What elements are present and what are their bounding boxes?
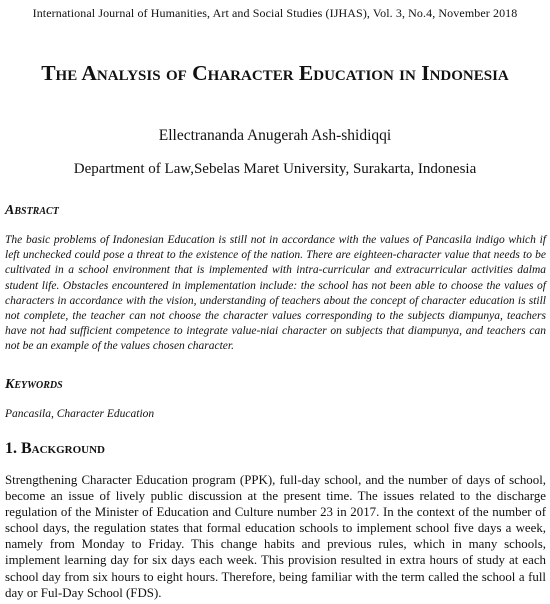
- abstract-text: The basic problems of Indonesian Education is still not in accordance with the values of Pancasila indigo which if left unchecked could pose a threat to the existence of the nation. There are eighteen-character value that needs to be cultivated in a school environment that is implemented with intra-curricular and extracurricular activities dalma student life. Obstacles encountered in implementation include: the school has not been able to choose the values of characters in accordance with the vision, understanding of teachers about the concept of character education is still not complete, the teacher can not choose the character values corresponding to the subjects diampunya, teachers have not had sufficient competence to integrate value-niai character on subjects that diampunya, and teachers can not be an example of the values chosen character.: [5, 234, 546, 353]
- abstract-heading: Abstract: [5, 203, 59, 218]
- author-affiliation: Department of Law,Sebelas Maret University, Surakarta, Indonesia: [73, 161, 477, 177]
- keywords-heading: Keywords: [5, 377, 63, 392]
- section-body-background: Strengthening Character Education program (PPK), full-day school, and the number of days of school, become an issue of lively public discussion at the present time. The issues related to the discharge regulation of the Minister of Education and Culture number 23 in 2017. In the context of the number of school days, the regulation states that formal education schools to implement school five days a week, namely from Monday to Friday. This change habits and previous rules, which in many schools, implement learning day for six days each week. This provision resulted in extra hours of study at each school day from six hours to eight hours. Therefore, being familiar with the term called the school a full day or Ful-Day School (FDS).: [5, 473, 546, 600]
- running-header: International Journal of Humanities, Art and Social Studies (IJHAS), Vol. 3, No.4, November 2018: [32, 6, 518, 20]
- author-name: Ellectrananda Anugerah Ash-shidiqqi: [158, 127, 392, 144]
- section-heading-background: 1. Background: [5, 440, 106, 457]
- keywords-text: Pancasila, Character Education: [5, 408, 155, 420]
- paper-title: The Analysis of Character Education in Indonesia: [41, 61, 509, 85]
